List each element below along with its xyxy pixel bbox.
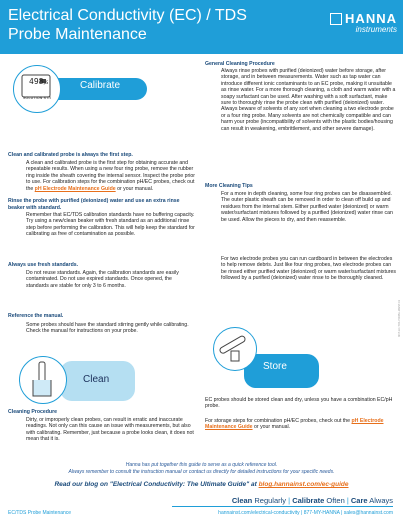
ph-guide-link-1[interactable]: pH Electrode Maintenance Guide xyxy=(34,185,116,192)
section-title-general-cleaning: General Cleaning Procedure xyxy=(205,61,275,67)
section-body-more-tips-1: For a more in depth cleaning, some four ring probes can be disassembled. The outer plastic sheath can be removed in order to clean off build up and residues from the internal stem. Either purified water (deionized) or warm water/surfactant mixtures followed by a purified (deionized) water rinse can be used. Allow the pieces to dry, and then reassemble. xyxy=(221,191,393,223)
page-title xyxy=(8,6,247,44)
footer-email-link[interactable]: sales@hannainst.com xyxy=(343,510,393,516)
section-body-cleaning-procedure: Dirty, or improperly clean probes, can result in erratic and inaccurate readings. Not only can this cause an issue with measurements, but also with calibrating. Remember, just because a probe looks clean, it does not mean that it is. xyxy=(26,417,194,443)
side-document-code: MKT-EC-TDS-PROBE-MAINT-01 xyxy=(398,300,401,337)
store-para-1: EC probes should be stored clean and dry, unless you have a combination EC/pH probe. xyxy=(205,397,393,410)
footer-contact: hannainst.com/electrical-conductivity | 877-MY-HANNA | sales@hannainst.com xyxy=(218,510,393,516)
logo-mark-icon xyxy=(330,13,342,25)
section-title-first-step: Clean and calibrated probe is always the first step. xyxy=(8,152,133,158)
meter-display-subtext: SOLUTION STR xyxy=(23,96,52,100)
blog-link[interactable]: blog.hannainst.com/ec-guide xyxy=(258,481,349,488)
hanna-logo xyxy=(330,12,397,35)
footer-url-link[interactable]: hannainst.com/electrical-conductivity xyxy=(218,510,300,516)
blog-line: Read our blog on "Electrical Conductivity: The Ultimate Guide" at blog.hannainst.com/ec-guide xyxy=(54,481,349,488)
section-title-more-tips: More Cleaning Tips xyxy=(205,183,253,189)
store-para-2: For storage steps for combination pH/EC probes, check out the pH Electrode Maintenance Guide or your manual. xyxy=(205,418,384,431)
section-body-rinse: Remember that EC/TDS calibration standards have no buffering capacity. Try using a new/clean beaker with fresh standard as an additional rinse step before performing the calibration. This will help keep the standard for calibrating as free of contamination as possible. xyxy=(26,212,195,238)
section-body-first-step: A clean and calibrated probe is the first step for obtaining accurate and repeatable results. When using a new four ring probe, remove the rubber ring inside the sheath covering the internal sensor. Inspect the probe prior to use. For calibration steps for the combination pH/EC probes, check out the pH Electrode Maintenance Guide or your manual. xyxy=(26,160,195,192)
probe-beaker-icon xyxy=(19,356,67,404)
page-title-line1: Electrical Conductivity (EC) / TDS xyxy=(8,7,247,24)
page-title-line2: Probe Maintenance xyxy=(8,26,147,43)
footer-divider xyxy=(172,506,393,507)
section-body-general-cleaning: Always rinse probes with purified (deionized) water before storage, after storage, and in between measurements. Water such as tap water can introduce different ionic contaminants to an EC probe, making it unsuitable as rinse water. For a more thorough cleaning, a cloth and warm water with a soapy surfactant can be used. After washing with a soft surfactant, make sure to thoroughly rinse the probe clean with purified (deionized) water. Always beware of solvents of any sort when cleaning a two electrode probe or a four ring probe. Many solvents are not chemically compatible and can harm your probe (incompatibility of solvents with the plastic bodies/housing can result in weakening, embrittlement, and other severe damage). xyxy=(221,68,396,132)
tagline: Clean Regularly | Calibrate Often | Care Always xyxy=(231,496,393,505)
store-label: Store xyxy=(263,361,287,372)
section-title-manual: Reference the manual. xyxy=(8,313,64,319)
section-title-fresh-standards: Always use fresh standards. xyxy=(8,262,79,268)
footer-note-2: Always remember to consult the instruction manual or contact us directly for detailed instructions for your specific needs. xyxy=(68,469,335,475)
ph-guide-link-2[interactable]: pH Electrode Maintenance Guide xyxy=(205,418,384,431)
section-body-fresh-standards: Do not reuse standards. Again, the calibration standards are easily contaminated. Do not use expired standards. Once opened, the standards are stable for only 3 to 6 months. xyxy=(26,270,179,289)
clean-label: Clean xyxy=(83,374,110,385)
section-body-manual: Some probes should have the standard stirring gently while calibrating. Check the manual for instructions on your probe. xyxy=(26,322,189,335)
probe-storage-icon xyxy=(213,327,257,371)
meter-display-value: 498μS xyxy=(29,77,49,86)
section-title-rinse: Rinse the probe with purified (deionized) water and use an extra rinse beaker with standard. xyxy=(8,198,180,211)
header-banner xyxy=(0,0,403,54)
footer-phone: 877-MY-HANNA xyxy=(303,510,340,516)
footer-doc-name: EC/TDS Probe Maintenance xyxy=(8,510,72,516)
section-body-more-tips-2: For two electrode probes you can run cardboard in between the electrodes to help remove debris. Just like four ring probes, two electrode probes can be rinsed either purified water (deionized) or warm water/surfactant mixtures followed by a purified (deionized) water rinse to be thoroughly cleaned. xyxy=(221,256,397,282)
logo-wordmark: HANNA xyxy=(345,11,397,26)
logo-subtext: instruments xyxy=(355,25,397,34)
section-title-cleaning-procedure: Cleaning Procedure xyxy=(8,409,58,415)
meter-icon xyxy=(13,65,61,113)
footer-note-1: Hanna has put together this guide to serve as a quick reference tool. xyxy=(125,462,278,468)
calibrate-label: Calibrate xyxy=(80,80,121,91)
